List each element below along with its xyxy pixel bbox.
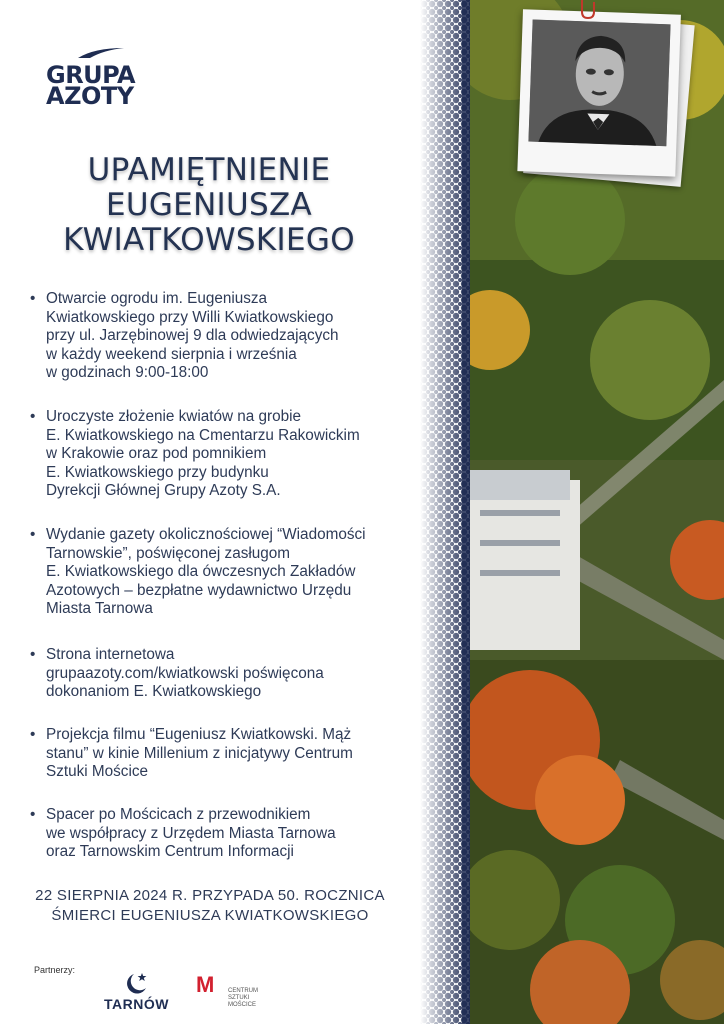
csm-text xyxy=(228,988,258,1009)
grupa-azoty-logo xyxy=(46,46,150,110)
polaroid-front xyxy=(517,9,681,176)
csm-line3: MOŚCICE xyxy=(228,1002,257,1008)
item-line: Dyrekcji Głównej Grupy Azoty S.A. xyxy=(46,482,281,500)
portrait-photo xyxy=(528,20,670,147)
list-item xyxy=(30,726,353,782)
halftone-dot-border xyxy=(420,0,470,1024)
item-line: we współpracy z Urzędem Miasta Tarnowa xyxy=(46,824,336,842)
bullet-icon: • xyxy=(30,526,36,543)
item-line: Uroczyste złożenie kwiatów na grobie xyxy=(46,408,302,425)
centrum-sztuki-moscice-logo xyxy=(196,972,266,1016)
paper-clip-icon xyxy=(576,0,606,20)
item-line: Spacer po Mościcach z przewodnikiem xyxy=(46,806,311,823)
item-line: Tarnowskie”, poświęconej zasługom xyxy=(46,544,291,562)
bullet-icon: • xyxy=(30,726,36,743)
title-line3: KWIATKOWSKIEGO xyxy=(63,222,355,258)
logo-line1: GRUPA xyxy=(46,61,136,89)
item-line: w godzinach 9:00-18:00 xyxy=(46,364,209,382)
logo-swoosh-icon xyxy=(76,46,126,60)
item-line: przy ul. Jarzębinowej 9 dla odwiedzających xyxy=(46,327,339,345)
item-line: Strona internetowa xyxy=(46,646,175,663)
item-line: E. Kwiatkowskiego dla ówczesnych Zakładów xyxy=(46,563,356,581)
list-item xyxy=(30,408,360,501)
item-line: grupaazoty.com/kwiatkowski poświęcona xyxy=(46,664,324,682)
page-title xyxy=(34,153,384,258)
csm-line1: CENTRUM xyxy=(228,988,258,994)
csm-line2: SZTUKI xyxy=(228,995,250,1001)
item-line: E. Kwiatkowskiego przy budynku xyxy=(46,463,269,481)
bullet-icon: • xyxy=(30,408,36,425)
list-item xyxy=(30,526,366,619)
portrait-polaroid xyxy=(517,9,687,185)
tarnow-name: TARNÓW xyxy=(104,996,169,1012)
item-line: w Krakowie oraz pod pomnikiem xyxy=(46,445,267,463)
item-line: stanu” w kinie Millenium z inicjatywy Centrum xyxy=(46,744,353,762)
item-line: w każdy weekend sierpnia i września xyxy=(46,345,297,363)
partners-label: Partnerzy: xyxy=(34,965,76,975)
item-line: E. Kwiatkowskiego na Cmentarzu Rakowickim xyxy=(46,426,360,444)
csm-logo-mark: M xyxy=(196,972,215,997)
item-line: Kwiatkowskiego przy Willi Kwiatkowskiego xyxy=(46,308,334,326)
bullet-icon: • xyxy=(30,290,36,307)
item-line: oraz Tarnowskim Centrum Informacji xyxy=(46,843,294,861)
list-item xyxy=(30,290,339,383)
item-line: Projekcja filmu “Eugeniusz Kwiatkowski. Mąż xyxy=(46,726,352,743)
item-line: Wydanie gazety okolicznościowej “Wiadomości xyxy=(46,526,366,543)
title-line1: UPAMIĘTNIENIE xyxy=(87,152,331,188)
list-item xyxy=(30,806,336,862)
tarnow-logo xyxy=(104,970,174,1014)
bullet-icon: • xyxy=(30,806,36,823)
anniversary-line2: ŚMIERCI EUGENIUSZA KWIATKOWSKIEGO xyxy=(51,907,369,924)
item-line: Sztuki Mościce xyxy=(46,763,149,781)
item-line: Azotowych – bezpłatne wydawnictwo Urzędu xyxy=(46,581,352,599)
bullet-icon: • xyxy=(30,646,36,663)
item-line: Miasta Tarnowa xyxy=(46,600,153,618)
logo-line2: AZOTY xyxy=(46,82,134,110)
anniversary-line1: 22 SIERPNIA 2024 R. PRZYPADA 50. ROCZNICA xyxy=(35,887,385,904)
title-line2: EUGENIUSZA xyxy=(105,187,313,223)
crescent-star-icon xyxy=(104,970,174,996)
list-item xyxy=(30,646,324,702)
item-line: dokonaniom E. Kwiatkowskiego xyxy=(46,683,262,701)
item-line: Otwarcie ogrodu im. Eugeniusza xyxy=(46,290,268,307)
